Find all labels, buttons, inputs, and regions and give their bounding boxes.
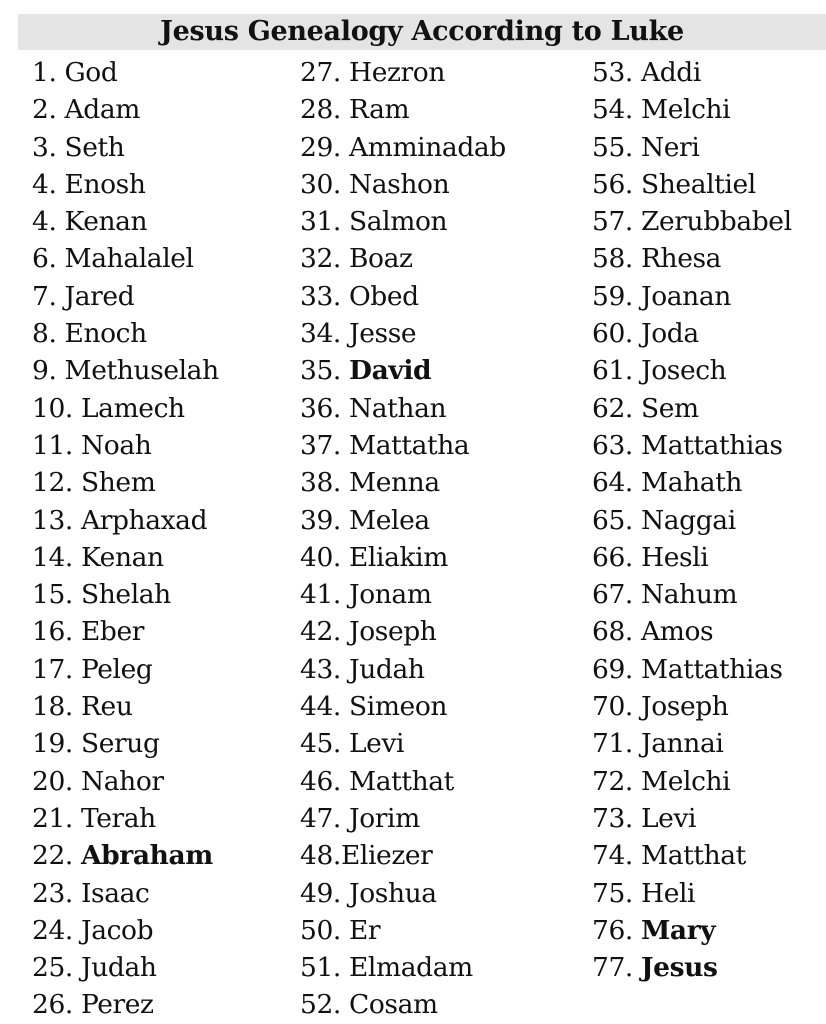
- genealogy-entry: [32, 240, 219, 277]
- genealogy-entry: [592, 539, 792, 576]
- genealogy-entry: [592, 576, 792, 613]
- genealogy-entry: [32, 800, 219, 837]
- entry-number: 8.: [32, 318, 57, 350]
- genealogy-entry: [32, 352, 219, 389]
- genealogy-entry: [300, 129, 506, 166]
- genealogy-entry: [32, 203, 219, 240]
- genealogy-entry: [592, 390, 792, 427]
- entry-number: 53.: [592, 57, 633, 88]
- genealogy-entry: [300, 763, 506, 800]
- entry-name: Melea: [348, 504, 430, 536]
- genealogy-entry: [592, 315, 792, 352]
- entry-name: God: [64, 57, 118, 88]
- entry-name: Jonam: [348, 579, 432, 611]
- entry-name: Sem: [640, 392, 699, 424]
- page-title: Jesus Genealogy According to Luke: [160, 16, 684, 47]
- entry-number: 49.: [300, 877, 341, 909]
- entry-number: 27.: [300, 57, 341, 88]
- entry-name: Shealtiel: [640, 168, 756, 200]
- entry-number: 69.: [592, 653, 633, 685]
- genealogy-entry: [592, 427, 792, 464]
- entry-name: Mahath: [640, 467, 743, 499]
- genealogy-entry: [592, 464, 792, 501]
- entry-name: Ram: [348, 94, 410, 126]
- genealogy-entry: [32, 464, 219, 501]
- entry-name: Isaac: [80, 877, 150, 909]
- genealogy-entry: [592, 352, 792, 389]
- genealogy-entry: [32, 576, 219, 613]
- entry-number: 76.: [592, 914, 633, 946]
- entry-number: 42.: [300, 616, 341, 648]
- entry-name: Shem: [80, 467, 156, 499]
- genealogy-entry: [592, 875, 792, 912]
- entry-name: Jorim: [348, 802, 420, 834]
- genealogy-entry: [300, 986, 506, 1023]
- entry-name: Er: [348, 914, 381, 946]
- entry-number: 56.: [592, 168, 633, 200]
- entry-number: 9.: [32, 355, 57, 387]
- entry-number: 67.: [592, 579, 633, 611]
- entry-number: 3.: [32, 131, 57, 163]
- genealogy-entry: [592, 54, 792, 91]
- entry-number: 68.: [592, 616, 633, 648]
- genealogy-entry: [592, 651, 792, 688]
- entry-number: 63.: [592, 429, 633, 461]
- entry-number: 47.: [300, 802, 341, 834]
- genealogy-entry: [592, 800, 792, 837]
- entry-number: 62.: [592, 392, 633, 424]
- entry-number: 34.: [300, 318, 341, 350]
- genealogy-entry: [300, 315, 506, 352]
- genealogy-entry: [300, 91, 506, 128]
- entry-name: Enosh: [64, 168, 146, 200]
- entry-name: Neri: [640, 131, 700, 163]
- genealogy-entry: [32, 427, 219, 464]
- entry-name: Adam: [64, 94, 140, 126]
- genealogy-entry: [32, 912, 219, 949]
- entry-name: Kenan: [64, 206, 148, 238]
- entry-number: 52.: [300, 989, 341, 1021]
- genealogy-entry: [592, 949, 792, 986]
- genealogy-entry: [32, 54, 219, 91]
- entry-name: Enoch: [64, 318, 147, 350]
- entry-name: Perez: [80, 989, 154, 1021]
- entry-number: 45.: [300, 728, 341, 760]
- entry-name: Serug: [80, 728, 160, 760]
- genealogy-entry: [32, 315, 219, 352]
- entry-name: Joshua: [348, 877, 437, 909]
- entry-name: Jacob: [80, 914, 154, 946]
- entry-number: 44.: [300, 691, 341, 723]
- entry-number: 21.: [32, 802, 73, 834]
- entry-number: 36.: [300, 392, 341, 424]
- entry-name: Mattatha: [348, 429, 470, 461]
- entry-number: 73.: [592, 802, 633, 834]
- entry-name: Mary: [640, 914, 716, 946]
- entry-name: Abraham: [80, 840, 213, 872]
- entry-name: Elmadam: [348, 952, 473, 984]
- genealogy-entry: [592, 688, 792, 725]
- genealogy-entry: [300, 539, 506, 576]
- entry-number: 70.: [592, 691, 633, 723]
- entry-number: 23.: [32, 877, 73, 909]
- entry-name: Reu: [80, 691, 133, 723]
- genealogy-entry: [592, 203, 792, 240]
- entry-name: Noah: [80, 429, 152, 461]
- entry-number: 30.: [300, 168, 341, 200]
- entry-name: Heli: [640, 877, 696, 909]
- entry-number: 59.: [592, 280, 633, 312]
- entry-number: 6.: [32, 243, 57, 275]
- entry-name: Lamech: [80, 392, 185, 424]
- genealogy-entry: [32, 837, 219, 874]
- genealogy-entry: [592, 91, 792, 128]
- entry-number: 15.: [32, 579, 73, 611]
- entry-number: 46.: [300, 765, 341, 797]
- entry-name: Nahum: [640, 579, 738, 611]
- genealogy-entry: [592, 166, 792, 203]
- entry-name: Nathan: [348, 392, 447, 424]
- entry-name: Joseph: [348, 616, 437, 648]
- entry-number: 32.: [300, 243, 341, 275]
- genealogy-entry: [32, 613, 219, 650]
- genealogy-entry: [32, 390, 219, 427]
- entry-name: Naggai: [640, 504, 736, 536]
- entry-name: Hesli: [640, 541, 709, 573]
- entry-name: Terah: [80, 802, 156, 834]
- entry-number: 4.: [32, 168, 57, 200]
- entry-number: 16.: [32, 616, 73, 648]
- genealogy-entry: [300, 390, 506, 427]
- entry-number: 58.: [592, 243, 633, 275]
- entry-name: Eliakim: [348, 541, 448, 573]
- entry-name: Levi: [640, 802, 697, 834]
- genealogy-column-2: [300, 54, 506, 1024]
- entry-name: Simeon: [348, 691, 448, 723]
- entry-number: 1.: [32, 57, 57, 88]
- genealogy-entry: [300, 166, 506, 203]
- entry-number: 24.: [32, 914, 73, 946]
- genealogy-entry: [300, 464, 506, 501]
- genealogy-column-3: [592, 54, 792, 986]
- entry-number: 43.: [300, 653, 341, 685]
- entry-number: 55.: [592, 131, 633, 163]
- entry-number: 50.: [300, 914, 341, 946]
- entry-name: Joanan: [640, 280, 731, 312]
- entry-number: 22.: [32, 840, 73, 872]
- genealogy-entry: [32, 278, 219, 315]
- entry-number: 18.: [32, 691, 73, 723]
- genealogy-entry: [300, 352, 506, 389]
- entry-number: 28.: [300, 94, 341, 126]
- entry-number: 26.: [32, 989, 73, 1021]
- genealogy-entry: [32, 688, 219, 725]
- genealogy-entry: [300, 240, 506, 277]
- entry-name: Melchi: [640, 94, 731, 126]
- genealogy-entry: [300, 725, 506, 762]
- genealogy-entry: [300, 651, 506, 688]
- genealogy-entry: [300, 427, 506, 464]
- entry-name: Jesse: [348, 318, 417, 350]
- entry-name: Mattathias: [640, 429, 783, 461]
- entry-number: 75.: [592, 877, 633, 909]
- genealogy-entry: [300, 278, 506, 315]
- entry-name: Amminadab: [348, 131, 506, 163]
- genealogy-entry: [32, 91, 219, 128]
- entry-name: Arphaxad: [80, 504, 208, 536]
- entry-name: Boaz: [348, 243, 413, 275]
- entry-name: Cosam: [348, 989, 438, 1021]
- genealogy-entry: [32, 949, 219, 986]
- entry-number: 77.: [592, 952, 633, 984]
- entry-number: 25.: [32, 952, 73, 984]
- entry-name: Melchi: [640, 765, 731, 797]
- entry-number: 65.: [592, 504, 633, 536]
- genealogy-entry: [592, 613, 792, 650]
- entry-name: Josech: [640, 355, 727, 387]
- entry-number: 74.: [592, 840, 633, 872]
- entry-name: Hezron: [348, 57, 446, 88]
- genealogy-entry: [592, 502, 792, 539]
- genealogy-entry: [32, 539, 219, 576]
- entry-number: 41.: [300, 579, 341, 611]
- entry-name: Kenan: [80, 541, 164, 573]
- entry-number: 37.: [300, 429, 341, 461]
- genealogy-entry: [300, 949, 506, 986]
- genealogy-entry: [300, 837, 506, 874]
- entry-name: Matthat: [348, 765, 454, 797]
- entry-number: 4.: [32, 206, 57, 238]
- entry-name: Levi: [348, 728, 405, 760]
- entry-number: 29.: [300, 131, 341, 163]
- entry-number: 39.: [300, 504, 341, 536]
- entry-name: Methuselah: [64, 355, 219, 387]
- entry-name: Nashon: [348, 168, 450, 200]
- entry-number: 54.: [592, 94, 633, 126]
- entry-name: David: [348, 355, 432, 387]
- entry-name: Addi: [640, 57, 701, 88]
- entry-name: Judah: [80, 952, 157, 984]
- entry-number: 71.: [592, 728, 633, 760]
- entry-number: 17.: [32, 653, 73, 685]
- genealogy-entry: [592, 912, 792, 949]
- genealogy-entry: [592, 129, 792, 166]
- genealogy-entry: [32, 725, 219, 762]
- entry-number: 38.: [300, 467, 341, 499]
- entry-name: Mahalalel: [64, 243, 194, 275]
- entry-name: Zerubbabel: [640, 206, 792, 238]
- entry-name: Shelah: [80, 579, 171, 611]
- entry-name: Peleg: [80, 653, 153, 685]
- entry-number: 13.: [32, 504, 73, 536]
- entry-name: Salmon: [348, 206, 448, 238]
- entry-number: 35.: [300, 355, 341, 387]
- entry-name: Amos: [640, 616, 714, 648]
- genealogy-entry: [300, 688, 506, 725]
- genealogy-entry: [32, 502, 219, 539]
- entry-number: 7.: [32, 280, 57, 312]
- entry-number: 31.: [300, 206, 341, 238]
- entry-number: 19.: [32, 728, 73, 760]
- entry-number: 64.: [592, 467, 633, 499]
- genealogy-entry: [300, 54, 506, 91]
- genealogy-entry: [592, 278, 792, 315]
- entry-name: Matthat: [640, 840, 746, 872]
- entry-number: 11.: [32, 429, 73, 461]
- entry-number: 57.: [592, 206, 633, 238]
- entry-name: Seth: [64, 131, 125, 163]
- genealogy-entry: [32, 129, 219, 166]
- genealogy-entry: [32, 166, 219, 203]
- entry-name: Jared: [64, 280, 135, 312]
- entry-number: 12.: [32, 467, 73, 499]
- genealogy-entry: [592, 763, 792, 800]
- genealogy-entry: [592, 240, 792, 277]
- genealogy-entry: [300, 875, 506, 912]
- entry-number: 48.: [300, 840, 341, 872]
- entry-name: Jesus: [640, 952, 718, 984]
- entry-name: Rhesa: [640, 243, 722, 275]
- genealogy-column-1: [32, 54, 219, 1024]
- genealogy-entry: [300, 502, 506, 539]
- genealogy-entry: [32, 986, 219, 1023]
- entry-name: Menna: [348, 467, 440, 499]
- entry-name: Obed: [348, 280, 419, 312]
- genealogy-entry: [592, 837, 792, 874]
- entry-name: Joseph: [640, 691, 729, 723]
- genealogy-entry: [32, 763, 219, 800]
- genealogy-entry: [32, 651, 219, 688]
- genealogy-entry: [300, 203, 506, 240]
- entry-name: Nahor: [80, 765, 164, 797]
- entry-name: Judah: [348, 653, 425, 685]
- entry-name: Mattathias: [640, 653, 783, 685]
- entry-number: 14.: [32, 541, 73, 573]
- genealogy-entry: [592, 725, 792, 762]
- genealogy-entry: [300, 912, 506, 949]
- genealogy-entry: [32, 875, 219, 912]
- entry-number: 72.: [592, 765, 633, 797]
- entry-name: Jannai: [640, 728, 724, 760]
- genealogy-entry: [300, 576, 506, 613]
- entry-number: 10.: [32, 392, 73, 424]
- entry-number: 60.: [592, 318, 633, 350]
- entry-number: 20.: [32, 765, 73, 797]
- genealogy-entry: [300, 613, 506, 650]
- entry-name: Eliezer: [340, 840, 433, 872]
- entry-number: 33.: [300, 280, 341, 312]
- entry-number: 51.: [300, 952, 341, 984]
- entry-name: Joda: [640, 318, 699, 350]
- entry-number: 61.: [592, 355, 633, 387]
- entry-number: 2.: [32, 94, 57, 126]
- entry-number: 40.: [300, 541, 341, 573]
- genealogy-entry: [300, 800, 506, 837]
- entry-name: Eber: [80, 616, 145, 648]
- entry-number: 66.: [592, 541, 633, 573]
